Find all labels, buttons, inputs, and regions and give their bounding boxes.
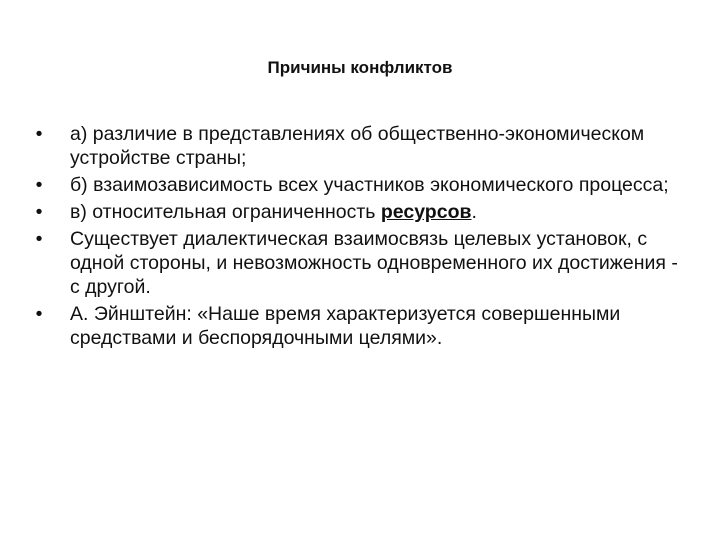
- slide-title: Причины конфликтов: [267, 58, 453, 77]
- bullet-icon: •: [35, 228, 43, 250]
- bullet-icon: •: [35, 303, 43, 325]
- list-item: [28, 173, 688, 197]
- list-item-text: а) различие в представлениях об общественно-экономическом устройстве страны;: [70, 123, 645, 169]
- list-item-text: б) взаимозависимость всех участников экономического процесса;: [70, 174, 669, 196]
- bullet-icon: •: [35, 174, 43, 196]
- list-item: [28, 302, 688, 350]
- list-item-prefix: в) относительная ограниченность: [70, 201, 381, 223]
- emphasis-link[interactable]: ресурсов: [380, 201, 472, 223]
- list-item-suffix: .: [471, 201, 477, 223]
- bullet-icon: •: [35, 201, 43, 223]
- list-item-text: А. Эйнштейн: «Наше время характеризуется совершенными средствами и беспорядочными целями».: [70, 303, 621, 349]
- list-item-text: Существует диалектическая взаимосвязь целевых установок, с одной стороны, и невозможность одновременного их достижения - с другой.: [70, 228, 678, 298]
- list-item-text: [70, 201, 477, 223]
- list-item: [28, 200, 688, 224]
- bullet-icon: •: [35, 123, 43, 145]
- list-item: [28, 122, 688, 170]
- list-item: [28, 227, 688, 299]
- bullet-list: [28, 122, 688, 353]
